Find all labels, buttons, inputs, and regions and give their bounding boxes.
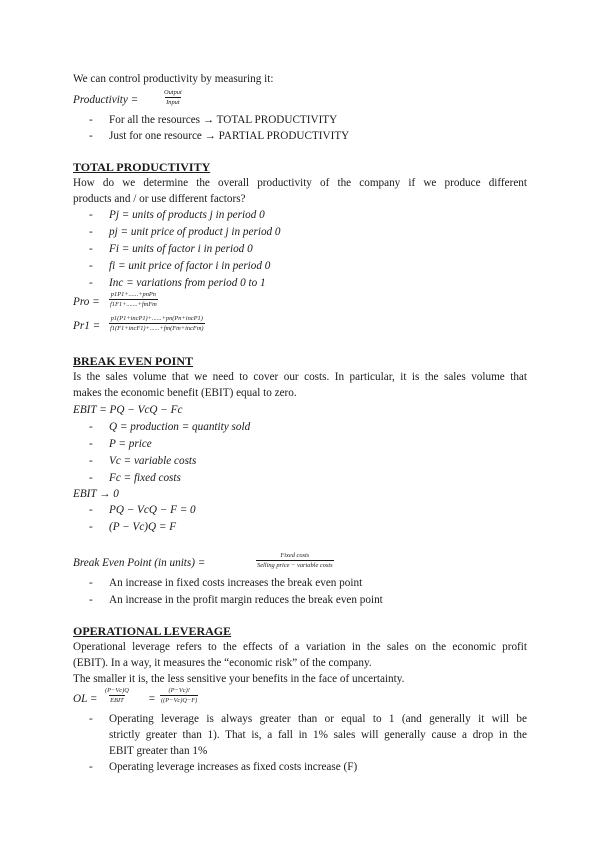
paragraph-line: The smaller it is, the less sensitive your benefits in the face of uncertainty. (73, 673, 405, 685)
break-even-fraction (256, 552, 334, 569)
bullet-item: An increase in fixed costs increases the break even point (109, 577, 363, 589)
paragraph-line: How do we determine the overall productivity of the company if we produce different (73, 177, 527, 189)
fraction-denominator: Input (166, 99, 180, 106)
bullet-dash: - (89, 226, 93, 238)
fraction-numerator: (P−Vc)Q (105, 687, 129, 694)
break-even-formula-lhs: Break Even Point (in units) = (73, 557, 206, 569)
bullet-item: For all the resources → TOTAL PRODUCTIVITY (109, 114, 338, 126)
ol-formula-lhs: OL = (73, 693, 98, 705)
bullet-dash: - (89, 713, 93, 725)
fraction-numerator: Fixed costs (280, 552, 310, 559)
paragraph-line: products and / or use different factors? (73, 193, 246, 205)
fraction-numerator: p1(P1+incP1)+......+pn(Pn+incP1) (110, 315, 203, 322)
bullet-dash: - (89, 504, 93, 516)
pro-fraction (109, 291, 158, 308)
fraction-denominator: ((P−Vc)Q−F) (161, 697, 198, 704)
ol-fraction-2 (160, 687, 198, 704)
fraction-numerator: (P−Vc)! (168, 687, 190, 694)
bullet-item: (P − Vc)Q = F (109, 521, 177, 533)
bullet-item: Vc = variable costs (109, 455, 197, 467)
bullet-dash: - (89, 130, 93, 142)
bullet-item: P = price (109, 438, 152, 450)
fraction-denominator: Selling price − variable costs (257, 562, 333, 569)
bullet-item: fi = unit price of factor i in period 0 (109, 260, 271, 272)
bullet-item: Fi = units of factor i in period 0 (109, 243, 253, 255)
bullet-item: Operating leverage is always greater than or equal to 1 (and generally it will be (109, 713, 527, 725)
paragraph-line: Is the sales volume that we need to cover our costs. In particular, it is the sales volume that (73, 371, 527, 383)
fraction-numerator: p1P1+......+pnPn (110, 291, 156, 298)
bullet-item: Operating leverage increases as fixed costs increase (F) (109, 761, 358, 773)
bullet-item: An increase in the profit margin reduces the break even point (109, 594, 383, 606)
paragraph-line: Operational leverage refers to the effects of a variation in the sales on the economic profit (73, 641, 527, 653)
ebit-formula: EBIT = PQ − VcQ − Fc (73, 404, 183, 416)
fraction-denominator: f1F1+.......+fmFm (110, 301, 157, 308)
bullet-item: Fc = fixed costs (109, 472, 181, 484)
bullet-dash: - (89, 277, 93, 289)
bullet-dash: - (89, 114, 93, 126)
bullet-item: Inc = variations from period 0 to 1 (109, 277, 266, 289)
pr1-formula-lhs: Pr1 = (73, 320, 101, 332)
ol-equals: = (148, 693, 156, 705)
paragraph-line: (EBIT). In a way, it measures the “economic risk” of the company. (73, 657, 372, 669)
bullet-dash: - (89, 438, 93, 450)
bullet-item-continuation: strictly greater than 1). That is, a fall in 1% sales will generally cause a drop in the (109, 729, 527, 741)
bullet-item: Just for one resource → PARTIAL PRODUCTIVITY (109, 130, 350, 142)
bullet-dash: - (89, 209, 93, 221)
bullet-dash: - (89, 421, 93, 433)
bullet-item: PQ − VcQ − F = 0 (109, 504, 196, 516)
section-heading-total-productivity: TOTAL PRODUCTIVITY (73, 160, 211, 174)
bullet-item: Pj = units of products j in period 0 (109, 209, 265, 221)
bullet-dash: - (89, 472, 93, 484)
pr1-fraction (109, 315, 205, 332)
paragraph-line: makes the economic benefit (EBIT) equal to zero. (73, 387, 297, 399)
intro-text: We can control productivity by measuring it: (73, 73, 274, 85)
ebit-zero-line: EBIT → 0 (73, 488, 119, 500)
bullet-item: Q = production = quantity sold (109, 421, 251, 433)
bullet-dash: - (89, 577, 93, 589)
bullet-dash: - (89, 521, 93, 533)
fraction-numerator: Output (164, 89, 182, 96)
pro-formula-lhs: Pro = (73, 296, 100, 308)
bullet-dash: - (89, 243, 93, 255)
ol-fraction-1 (104, 687, 130, 704)
bullet-dash: - (89, 594, 93, 606)
section-heading-break-even-point: BREAK EVEN POINT (73, 354, 194, 368)
bullet-item: pj = unit price of product j in period 0 (109, 226, 281, 238)
bullet-item-continuation: EBIT greater than 1% (109, 745, 208, 757)
productivity-fraction (163, 89, 183, 106)
bullet-dash: - (89, 455, 93, 467)
productivity-formula-lhs: Productivity = (73, 94, 139, 106)
section-heading-operational-leverage: OPERATIONAL LEVERAGE (73, 624, 232, 638)
fraction-denominator: EBIT (110, 697, 124, 704)
fraction-denominator: f1(F1+incF1)+......+fm(Fm+incFm) (110, 325, 204, 332)
bullet-dash: - (89, 761, 93, 773)
bullet-dash: - (89, 260, 93, 272)
